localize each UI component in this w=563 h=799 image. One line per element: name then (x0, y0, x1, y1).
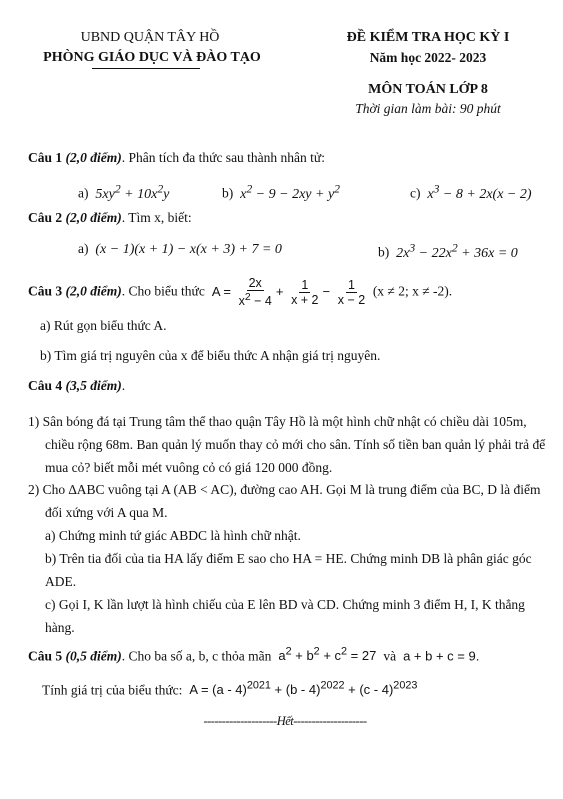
q3-expression: A = $\frac{2x}{x^2 - 4}$ + $\frac{1}{x + 2}$ − $\frac{1}{x - 2}$ (208, 276, 366, 309)
question-2 (28, 210, 192, 226)
q1-a-expression: $5xy^2 + 10x^2y$ (91, 182, 170, 202)
q4-part-2a: a) Chứng minh tứ giác ABDC là hình chữ nhật. (45, 528, 301, 543)
q1-part-b: b) $x^2 - 9 - 2xy + y^2$ (222, 182, 340, 202)
question-3 (28, 276, 452, 308)
q2-a-expression: (x − 1)(x + 1) − x(x + 3) + 7 = 0 (91, 242, 282, 257)
q1-part-c: c) $x^3 - 8 + 2x(x - 2)$ (410, 182, 532, 202)
question-4: Câu 4 (3,5 điểm). (28, 378, 126, 393)
question-1 (28, 150, 325, 166)
question-1-points: (2,0 điểm) (65, 150, 122, 165)
q2-part-b: b) $2x^3 - 22x^2 + 36x = 0$ (378, 241, 518, 261)
q2-b-expression: $2x^3 - 22x^2 + 36x = 0$ (392, 241, 518, 261)
q4-part-2: 2) Cho ∆ABC vuông tại A (AB < AC), đường cao AH. Gọi M là trung điểm của BC, D là điểm đối xứng với A qua M. (28, 482, 541, 520)
exam-duration: Thời gian làm bài: 90 phút (355, 101, 501, 116)
q3-part-a: a) Rút gọn biểu thức A. (40, 318, 167, 333)
question-2-text: . Tìm x, biết: (121, 210, 192, 225)
question-3-label: Câu 3 (28, 283, 63, 299)
q1-b-expression: $x^2 - 9 - 2xy + y^2$ (236, 182, 340, 202)
end-marker: --------------------Hết-------------------- (203, 714, 367, 728)
question-4-points: (3,5 điểm) (65, 378, 122, 393)
question-3-points: (2,0 điểm) (65, 283, 122, 299)
q5-condition-2: a + b + c = 9. (399, 648, 480, 664)
q5-condition-1: $a^2 + b^2 + c^2 = 27$ (274, 646, 380, 664)
question-5-points: (0,5 điểm) (65, 648, 122, 664)
question-2-points: (2,0 điểm) (65, 210, 122, 225)
question-1-text: . Phân tích đa thức sau thành nhân tử: (121, 150, 325, 165)
q1-c-expression: $x^3 - 8 + 2x(x - 2)$ (423, 182, 532, 202)
q4-part-2c: c) Gọi I, K lần lượt là hình chiếu của E lên BD và CD. Chứng minh 3 điểm H, I, K thẳng hàng. (45, 597, 525, 635)
q3-condition: (x ≠ 2; x ≠ -2). (372, 283, 453, 299)
subject-title: MÔN TOÁN LỚP 8 (368, 82, 488, 97)
q4-part-2b: b) Trên tia đối của tia HA lấy điểm E sao cho HA = HE. Chứng minh DB là phân giác góc ADE. (45, 551, 532, 589)
question-5: Câu 5 (0,5 điểm). Cho ba số a, b, c thỏa mãn $a^2 + b^2 + c^2 = 27$ và a + b + c = 9. (28, 646, 480, 664)
q5-calc (42, 680, 417, 698)
header-underline (92, 68, 200, 69)
q3-part-b: b) Tìm giá trị nguyên của x để biểu thức A nhận giá trị nguyên. (40, 348, 381, 363)
question-1-label: Câu 1 (28, 150, 63, 165)
q4-part-1: 1) Sân bóng đá tại Trung tâm thể thao quận Tây Hồ là một hình chữ nhật có chiều dài 105m, chiều rộng 68m. Ban quản lý muốn thay cỏ mới cho sân. Tính số tiền ban quản lý phải trả để mua cỏ? biết mỗi mét vuông cỏ có giá 120 000 đồng. (28, 414, 546, 475)
question-3-text: . Cho biểu thức (121, 283, 205, 299)
office-name: PHÒNG GIÁO DỤC VÀ ĐÀO TẠO (43, 50, 261, 65)
school-year: Năm học 2022- 2023 (369, 50, 487, 65)
q1-part-a: a) $5xy^2 + 10x^2y$ (78, 182, 170, 202)
q2-part-a: a) (x − 1)(x + 1) − x(x + 3) + 7 = 0 (78, 241, 282, 257)
question-5-text: . Cho ba số a, b, c thỏa mãn (121, 648, 272, 664)
department-name: UBND QUẬN TÂY HỒ (80, 30, 220, 45)
question-5-label: Câu 5 (28, 648, 63, 664)
question-4-label: Câu 4 (28, 378, 63, 393)
q5-expression: A = (a - 4)$^{2021}$ + (b - 4)$^{2022}$ + (c - 4)$^{2023}$ (185, 680, 418, 698)
exam-title: ĐỀ KIỂM TRA HỌC KỲ I (346, 30, 510, 45)
question-2-label: Câu 2 (28, 210, 63, 225)
q5-calc-text: Tính giá trị của biểu thức: (42, 682, 183, 698)
